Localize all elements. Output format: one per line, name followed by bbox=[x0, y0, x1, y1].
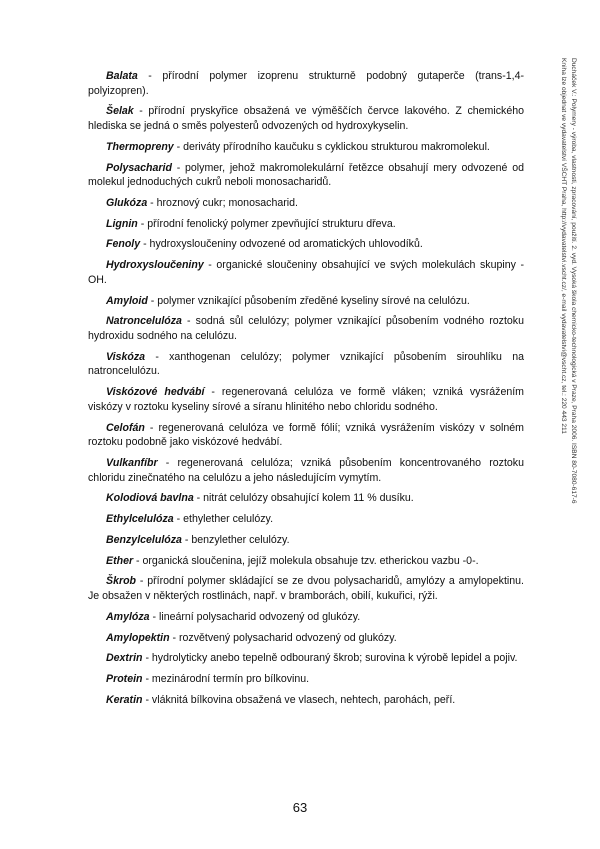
definition: - ethylether celulózy. bbox=[173, 513, 274, 526]
term: Balata bbox=[106, 70, 138, 82]
term: Celofán bbox=[106, 421, 145, 434]
glossary-entry-vulkanfibr bbox=[88, 456, 524, 485]
glossary-entry-dextrin bbox=[88, 651, 524, 666]
glossary-entry-keratin bbox=[88, 693, 524, 708]
definition: - deriváty přírodního kaučuku s cyklickou strukturou makromolekul. bbox=[173, 140, 490, 153]
definition: - lineární polysacharid odvozený od glukózy. bbox=[149, 610, 361, 623]
glossary-entry-amyloza bbox=[88, 610, 524, 625]
glossary-entry-hydroxyslouceniny bbox=[88, 258, 524, 287]
glossary-entry-thermopreny bbox=[88, 140, 524, 155]
term: Amylóza bbox=[106, 610, 150, 623]
glossary-entry-skrob bbox=[88, 574, 524, 603]
definition: - sodná sůl celulózy; polymer vznikající působením vodného roztoku hydroxidu sodného na celulózu. bbox=[88, 315, 524, 342]
sidebar-citation: Ducháček V.: Polymery - výroba, vlastnosti, zpracování, použití. 2. vyd. Vysoká škola chemicko-technologická v Praze, Praha 2006. ISBN 80-7080-617-6 bbox=[570, 58, 577, 504]
term: Vulkanfíbr bbox=[106, 456, 158, 469]
definition: - vláknitá bílkovina obsažená ve vlasech, nehtech, parohách, peří. bbox=[142, 693, 456, 706]
glossary-entry-selak bbox=[88, 104, 524, 133]
glossary-entry-viskoza bbox=[88, 350, 524, 379]
glossary-entry-polysacharid bbox=[88, 161, 524, 190]
term: Benzylcelulóza bbox=[106, 533, 182, 546]
definition: - rozvětvený polysacharid odvozený od glukózy. bbox=[169, 631, 397, 644]
glossary-entry-glukoza bbox=[88, 196, 524, 211]
term: Viskózové hedvábí bbox=[106, 386, 205, 399]
glossary-entry-kolodiova-bavlna bbox=[88, 491, 524, 506]
definition: - hroznový cukr; monosacharid. bbox=[147, 196, 298, 209]
term: Dextrin bbox=[106, 652, 143, 665]
glossary-entry-lignin bbox=[88, 217, 524, 232]
definition: - regenerovaná celulóza; vzniká působením koncentrovaného roztoku chloridu zinečnatého na celulózu a jeho následujícím vymytím. bbox=[88, 456, 524, 484]
definition: - přírodní pryskyřice obsažená ve výměščích červce lakového. Z chemického hlediska se jedná o směs polyesterů odvozených od hydroxykyselin. bbox=[88, 105, 524, 132]
definition: - přírodní fenolický polymer zpevňující strukturu dřeva. bbox=[137, 217, 396, 230]
glossary-entry-ethylceluloza bbox=[88, 512, 524, 527]
definition: - xanthogenan celulózy; polymer vznikající působením sirouhlíku na natroncelulózu. bbox=[88, 350, 524, 378]
definition: - regenerovaná celulóza ve formě fólií; vzniká vysrážením viskózy v solném roztoku podobně jako viskózové hedvábí. bbox=[88, 421, 524, 449]
term: Škrob bbox=[106, 575, 137, 588]
definition: - polymer vznikající působením zředěné kyseliny sírové na celulózu. bbox=[147, 294, 470, 307]
term: Kolodiová bavlna bbox=[106, 492, 194, 505]
definition: - organická sloučenina, jejíž molekula obsahuje tzv. etherickou vazbu -0-. bbox=[133, 554, 479, 567]
glossary-entry-natroncelulosa bbox=[88, 314, 524, 343]
term: Thermopreny bbox=[106, 140, 174, 153]
term: Glukóza bbox=[106, 196, 148, 209]
glossary bbox=[88, 69, 524, 714]
term: Lignin bbox=[106, 217, 138, 230]
term: Amyloid bbox=[106, 294, 148, 307]
term: Fenoly bbox=[106, 238, 141, 251]
glossary-entry-amylopektin bbox=[88, 631, 524, 646]
definition: - mezinárodní termín pro bílkovinu. bbox=[142, 673, 310, 686]
glossary-entry-celofan bbox=[88, 421, 524, 450]
definition: - regenerovaná celulóza ve formě vláken; vzniká vysrážením viskózy v roztoku kyseliny sírové a síranu hlinitého nebo chloridu sodného. bbox=[88, 386, 524, 413]
term: Keratin bbox=[106, 693, 143, 706]
glossary-entry-balata bbox=[88, 69, 524, 98]
definition: - benzylether celulózy. bbox=[181, 533, 290, 546]
term: Ether bbox=[106, 554, 134, 567]
definition: - polymer, jehož makromolekulární řetězce obsahují mery odvozené od molekul jednoduchých cukrů neboli monosacharidů. bbox=[88, 161, 524, 189]
term: Natroncelulóza bbox=[106, 315, 182, 328]
term: Hydroxysloučeniny bbox=[106, 259, 204, 272]
sidebar-order-info: Kniha lze objednat ve vydavatelství VŠCHT Praha, http://vydavatelstvi.vscht.cz/, e-mail vydavatelstvi@vscht.cz, tel.: 220 443 211 bbox=[560, 58, 568, 434]
definition: - přírodní polymer izoprenu strukturně podobný gutaperče (trans-1,4-polyizopren). bbox=[88, 70, 524, 97]
definition: - nitrát celulózy obsahující kolem 11 % dusíku. bbox=[193, 492, 414, 505]
glossary-entry-ether bbox=[88, 554, 524, 569]
glossary-entry-amyloid bbox=[88, 294, 524, 309]
term: Protein bbox=[106, 673, 143, 686]
definition: - organické sloučeniny obsahující ve svých molekulách skupiny -OH. bbox=[88, 259, 524, 286]
term: Ethylcelulóza bbox=[106, 513, 174, 526]
term: Polysacharid bbox=[106, 161, 172, 174]
glossary-entry-protein bbox=[88, 672, 524, 687]
term: Viskóza bbox=[106, 350, 146, 363]
page-number: 63 bbox=[292, 800, 308, 815]
definition: - přírodní polymer skládající se ze dvou polysacharidů, amylózy a amylopektinu. Je obsažen v některých rostlinách, např. v bramborách, obilí, kukuřici, rýži. bbox=[88, 575, 524, 602]
glossary-entry-fenoly bbox=[88, 237, 524, 252]
definition: - hydrolyticky anebo tepelně odbouraný škrob; surovina k výrobě lepidel a pojiv. bbox=[142, 652, 518, 665]
publication-sidebar bbox=[559, 58, 578, 504]
glossary-entry-benzylceluloza bbox=[88, 533, 524, 548]
term: Amylopektin bbox=[106, 631, 170, 644]
term: Šelak bbox=[106, 105, 134, 118]
definition: - hydroxysloučeniny odvozené od aromatických uhlovodíků. bbox=[140, 238, 423, 251]
glossary-entry-viskozove-hedvabi bbox=[88, 385, 524, 414]
